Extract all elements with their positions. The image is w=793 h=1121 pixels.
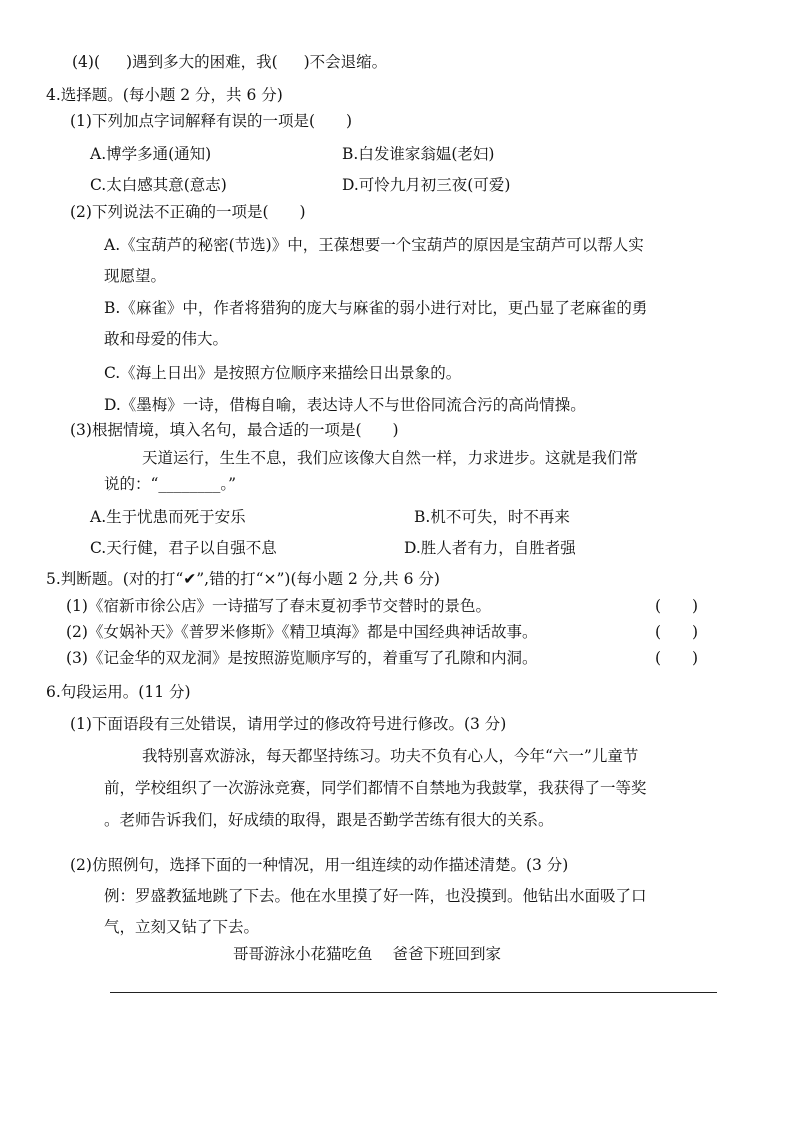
s5-item-2-answer-blank[interactable]: ( ): [655, 623, 699, 641]
q4-item4-part-b: )遇到多大的困难，我(: [126, 53, 278, 71]
s6-q2-option-1[interactable]: 哥哥游泳: [233, 945, 296, 963]
s6-q1-stem: (1)下面语段有三处错误，请用学过的修改符号进行修改。(3 分): [70, 715, 507, 733]
section-6-title: 6.句段运用。(11 分): [46, 683, 191, 701]
s4-q2-option-d[interactable]: D.《墨梅》一诗，借梅自喻，表达诗人不与世俗同流合污的高尚情操。: [104, 396, 586, 414]
s5-item-3-answer-blank[interactable]: ( ): [655, 649, 699, 667]
s4-q2-option-c[interactable]: C.《海上日出》是按照方位顺序来描绘日出景象的。: [104, 364, 462, 382]
s4-q3-option-d[interactable]: D.胜人者有力，自胜者强: [404, 539, 576, 557]
section-4-title: 4.选择题。(每小题 2 分，共 6 分): [46, 86, 283, 104]
s6-q2-options-line: [233, 944, 501, 964]
s4-q2-option-b-line1[interactable]: B.《麻雀》中，作者将猎狗的庞大与麻雀的弱小进行对比，更凸显了老麻雀的勇: [104, 299, 648, 317]
s6-q1-paragraph-line1: 我特别喜欢游泳，每天都坚持练习。功夫不负有心人，今年“六一”儿童节: [142, 747, 639, 765]
s4-q3-passage-line1: 天道运行，生生不息，我们应该像大自然一样，力求进步。这就是我们常: [142, 449, 639, 467]
q4-item4-part-a: (4)(: [72, 53, 101, 71]
s4-q3-option-a[interactable]: A.生于忧患而死于安乐: [90, 508, 246, 526]
section-5-title: 5.判断题。(对的打“✔”,错的打“×”)(每小题 2 分,共 6 分): [46, 570, 440, 588]
s6-q1-paragraph-line3: 。老师告诉我们，好成绩的取得，跟是否勤学苦练有很大的关系。: [104, 811, 554, 829]
s5-item-1-answer-blank[interactable]: ( ): [655, 597, 699, 615]
s4-q1-option-b[interactable]: B.白发谁家翁媪(老妇): [342, 145, 495, 163]
s4-q2-option-a-line2: 现愿望。: [104, 267, 167, 285]
s4-q1-option-c[interactable]: C.太白感其意(意志): [90, 176, 227, 194]
s6-q1-paragraph-line2: 前，学校组织了一次游泳竞赛，同学们都情不自禁地为我鼓掌，我获得了一等奖: [104, 779, 647, 797]
s4-q3-option-c[interactable]: C.天行健，君子以自强不息: [90, 539, 277, 557]
s5-item-2-text: (2)《女娲补天》《普罗米修斯》《精卫填海》都是中国经典神话故事。: [66, 623, 538, 641]
s6-q2-example-line2: 气，立刻又钻了下去。: [104, 918, 260, 936]
s4-q3-passage-line2: 说的：“________。”: [104, 475, 237, 493]
s6-q2-example-line1: 例：罗盛教猛地跳了下去。他在水里摸了好一阵，也没摸到。他钻出水面吸了口: [104, 887, 647, 905]
s4-q1-stem: (1)下列加点字词解释有误的一项是( ): [70, 112, 353, 130]
s4-q2-option-b-line2: 敢和母爱的伟大。: [104, 330, 229, 348]
s4-q2-option-a-line1[interactable]: A.《宝葫芦的秘密(节选)》中，王葆想要一个宝葫芦的原因是宝葫芦可以帮人实: [104, 236, 644, 254]
s6-q2-option-3[interactable]: 爸爸下班回到家: [392, 945, 502, 963]
s4-q2-stem: (2)下列说法不正确的一项是( ): [70, 203, 306, 221]
s4-q3-stem: (3)根据情境，填入名句，最合适的一项是( ): [70, 421, 399, 439]
s5-item-1-text: (1)《宿新市徐公店》一诗描写了春末夏初季节交替时的景色。: [66, 597, 491, 615]
q4-item4-line: [72, 52, 387, 72]
s6-q2-option-2[interactable]: 小花猫吃鱼: [295, 945, 373, 963]
s4-q1-option-a[interactable]: A.博学多通(通知): [90, 145, 212, 163]
s5-item-3-text: (3)《记金华的双龙洞》是按照游览顺序写的，着重写了孔隙和内洞。: [66, 649, 538, 667]
s4-q3-option-b[interactable]: B.机不可失，时不再来: [414, 508, 570, 526]
answer-writing-line[interactable]: [110, 992, 717, 993]
s6-q2-stem: (2)仿照例句，选择下面的一种情况，用一组连续的动作描述清楚。(3 分): [70, 856, 569, 874]
q4-item4-part-c: )不会退缩。: [303, 53, 388, 71]
s4-q1-option-d[interactable]: D.可怜九月初三夜(可爱): [342, 176, 511, 194]
